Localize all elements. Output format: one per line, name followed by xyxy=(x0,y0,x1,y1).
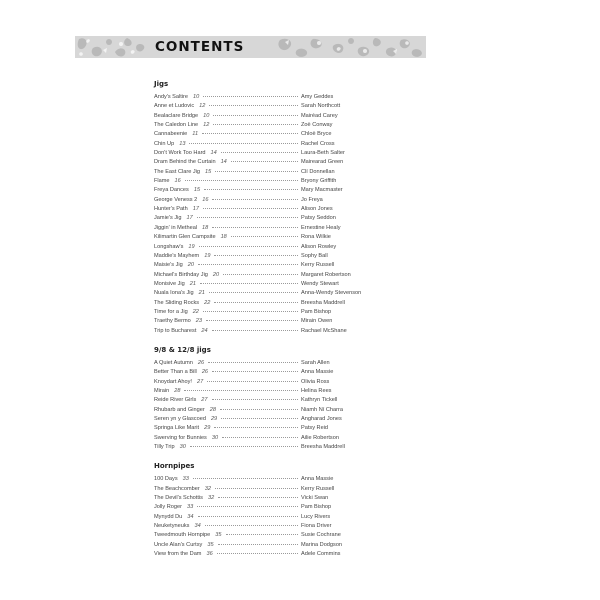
entry-left xyxy=(154,140,301,149)
tune-title: Jolly Roger xyxy=(154,504,182,511)
page-number: 26 xyxy=(197,359,205,366)
page-number: 17 xyxy=(186,215,193,222)
toc-entry[interactable] xyxy=(154,102,454,111)
entry-left xyxy=(154,130,301,139)
composer-name: Wendy Stewart xyxy=(301,280,339,287)
composer-name: Fiona Driver xyxy=(301,523,332,530)
dot-leader xyxy=(214,302,298,303)
page-number: 15 xyxy=(205,168,212,175)
section-hornpipes xyxy=(154,462,454,559)
tune-title: Uncle Alan's Curtsy xyxy=(154,541,203,548)
entry-left xyxy=(154,243,301,252)
composer-name: Pam Bishop xyxy=(301,308,332,315)
toc-entry[interactable] xyxy=(154,140,454,149)
toc-entry[interactable] xyxy=(154,280,454,289)
entry-left xyxy=(154,396,301,405)
entry-left xyxy=(154,168,301,177)
composer-name: Pam Bishop xyxy=(301,504,332,511)
composer-name: Patsy Reid xyxy=(301,425,329,432)
tune-title: The Devil's Schottis xyxy=(154,495,203,502)
tune-title: Don't Work Too Hard xyxy=(154,150,206,157)
dot-leader xyxy=(214,255,298,256)
composer-name: Kathryn Tickell xyxy=(301,397,338,404)
dot-leader xyxy=(213,124,298,125)
entry-left xyxy=(154,531,301,540)
toc-entry[interactable] xyxy=(154,513,454,522)
page-number: 12 xyxy=(203,122,210,129)
entry-list xyxy=(154,359,454,452)
page-number: 33 xyxy=(186,504,194,511)
toc-entry[interactable] xyxy=(154,368,454,377)
tune-title: Cannabeenie xyxy=(154,131,188,138)
page-number: 35 xyxy=(215,532,222,539)
tune-title: Mynydd Du xyxy=(154,513,183,520)
dot-leader xyxy=(231,236,298,237)
page-number: 20 xyxy=(187,262,194,269)
page-number: 26 xyxy=(201,369,209,376)
composer-name: Bryony Griffith xyxy=(301,178,337,185)
page-number: 19 xyxy=(204,252,211,259)
toc-entry[interactable] xyxy=(154,406,454,415)
toc-entry[interactable] xyxy=(154,317,454,326)
tune-title: Andy's Saltire xyxy=(154,94,189,100)
composer-name: Zoë Conway xyxy=(301,122,333,129)
tune-title: View from the Dam xyxy=(154,551,202,558)
tune-title: Neuketyneuks xyxy=(154,523,190,530)
dot-leader xyxy=(203,208,298,209)
table-of-contents xyxy=(154,80,454,559)
tune-title: Mirain xyxy=(154,387,170,394)
page-number: 12 xyxy=(199,103,206,110)
entry-left xyxy=(154,308,301,317)
composer-name: Sarah Allen xyxy=(301,359,330,366)
page-number: 21 xyxy=(198,290,205,297)
composer-name: Ailie Robertson xyxy=(301,434,339,441)
toc-entry[interactable] xyxy=(154,271,454,280)
composer-name: Laura-Beth Salter xyxy=(301,150,345,157)
composer-name: Marina Dodgson xyxy=(301,541,343,548)
dot-leader xyxy=(189,143,298,144)
page-number: 17 xyxy=(192,206,199,213)
toc-entry[interactable] xyxy=(154,531,454,540)
dot-leader xyxy=(223,274,298,275)
dot-leader xyxy=(212,199,298,200)
composer-name: Chloë Bryce xyxy=(301,131,332,138)
entry-left xyxy=(154,112,301,121)
toc-entry[interactable] xyxy=(154,289,454,298)
dot-leader xyxy=(203,96,298,97)
composer-name: Jo Freya xyxy=(301,196,323,203)
dot-leader xyxy=(209,292,298,293)
entry-list xyxy=(154,93,454,336)
composer-name: Breesha Maddrell xyxy=(301,444,345,451)
composer-name: Alison Rowley xyxy=(301,243,337,250)
entry-left xyxy=(154,443,301,452)
tune-title: 100 Days xyxy=(154,476,178,483)
composer-name: Susie Cochrane xyxy=(301,532,341,539)
tune-title: Better Than a Bill xyxy=(154,369,197,376)
header-banner xyxy=(75,36,426,58)
tune-title: Chin Up xyxy=(154,140,175,147)
tune-title: Maisie's Jig xyxy=(154,262,183,269)
composer-name: Sarah Northcott xyxy=(301,103,341,110)
dot-leader xyxy=(212,399,298,400)
toc-entry[interactable] xyxy=(154,424,454,433)
page-number: 10 xyxy=(203,112,210,119)
dot-leader xyxy=(197,506,298,507)
entry-left xyxy=(154,415,301,424)
dot-leader xyxy=(209,105,298,106)
entry-left xyxy=(154,252,301,261)
dot-leader xyxy=(208,362,298,363)
entry-left xyxy=(154,271,301,280)
entry-left xyxy=(154,485,301,494)
toc-entry[interactable] xyxy=(154,503,454,512)
dot-leader xyxy=(207,381,298,382)
dot-leader xyxy=(204,189,298,190)
entry-left xyxy=(154,327,301,336)
tune-title: Michael's Birthday Jig xyxy=(154,271,208,278)
section-jigs xyxy=(154,80,454,336)
composer-name: Niamh Ní Charra xyxy=(301,406,343,413)
toc-entry[interactable] xyxy=(154,522,454,531)
entry-list xyxy=(154,475,454,559)
page-number: 32 xyxy=(204,485,211,492)
tune-title: Seren yn y Glascoed xyxy=(154,416,206,422)
page-number: 24 xyxy=(201,327,208,334)
tune-title: Time for a Jig xyxy=(154,308,188,315)
entry-left xyxy=(154,368,301,377)
tune-title: Swerving for Bunnies xyxy=(154,434,207,441)
dot-leader xyxy=(197,217,298,218)
dot-leader xyxy=(198,516,298,517)
page-number: 15 xyxy=(193,187,201,194)
page-number: 10 xyxy=(193,94,200,100)
composer-name: Rachel Cross xyxy=(301,140,335,147)
page-number: 29 xyxy=(210,416,218,422)
tune-title: The East Clare Jig xyxy=(154,168,201,175)
entry-left xyxy=(154,387,301,396)
entry-left xyxy=(154,541,301,550)
entry-left xyxy=(154,475,301,484)
toc-entry[interactable] xyxy=(154,396,454,405)
entry-left xyxy=(154,522,301,531)
entry-left xyxy=(154,378,301,387)
toc-entry[interactable] xyxy=(154,443,454,452)
toc-entry[interactable] xyxy=(154,475,454,484)
dot-leader xyxy=(212,227,298,228)
section-compound-jigs xyxy=(154,346,454,452)
tune-title: Reide River Girls xyxy=(154,397,197,404)
entry-left xyxy=(154,280,301,289)
page-number: 28 xyxy=(174,387,181,394)
composer-name: Kerry Russell xyxy=(301,262,335,269)
dot-leader xyxy=(200,283,298,284)
entry-left xyxy=(154,186,301,195)
toc-entry[interactable] xyxy=(154,196,454,205)
page-number: 16 xyxy=(202,196,209,203)
dot-leader xyxy=(213,115,298,116)
composer-name: Amy Geddes xyxy=(301,94,334,100)
toc-entry[interactable] xyxy=(154,415,454,424)
toc-entry[interactable] xyxy=(154,121,454,130)
section-title: Hornpipes xyxy=(154,462,195,471)
dot-leader xyxy=(226,534,298,535)
composer-name: Mairéad Carey xyxy=(301,112,338,119)
tune-title: Kilimartin Glen Campsite xyxy=(154,234,216,241)
tune-title: Jiggin' in Metheal xyxy=(154,224,198,231)
entry-left xyxy=(154,424,301,433)
entry-left xyxy=(154,177,301,186)
composer-name: Olivia Ross xyxy=(301,378,330,385)
page-number: 30 xyxy=(211,434,219,441)
tune-title: Dram Behind the Curtain xyxy=(154,159,216,166)
dot-leader xyxy=(220,409,298,410)
composer-name: Sophy Ball xyxy=(301,252,328,259)
page-number: 27 xyxy=(201,397,208,404)
toc-entry[interactable] xyxy=(154,214,454,223)
tune-title: The Beachcomber xyxy=(154,485,200,492)
dot-leader xyxy=(193,478,298,479)
page-title: CONTENTS xyxy=(155,39,245,55)
page-number: 29 xyxy=(204,425,211,432)
page-number: 35 xyxy=(207,541,214,548)
toc-entry[interactable] xyxy=(154,541,454,550)
toc-entry[interactable] xyxy=(154,233,454,242)
entry-left xyxy=(154,158,301,167)
toc-entry[interactable] xyxy=(154,485,454,494)
composer-name: Ernestine Healy xyxy=(301,224,341,231)
dot-leader xyxy=(217,553,298,554)
entry-left xyxy=(154,434,301,443)
entry-left xyxy=(154,93,301,102)
entry-left xyxy=(154,406,301,415)
composer-name: Vicki Swan xyxy=(301,495,329,502)
entry-left xyxy=(154,233,301,242)
tune-title: A Quiet Autumn xyxy=(154,359,193,366)
dot-leader xyxy=(214,427,298,428)
tune-title: Flame xyxy=(154,178,170,185)
tune-title: Hunter's Path xyxy=(154,206,188,213)
page-number: 18 xyxy=(202,224,209,231)
section-title: 9/8 & 12/8 jigs xyxy=(154,345,211,354)
composer-name: Mary Macmaster xyxy=(301,187,343,194)
tune-title: Jamie's Jig xyxy=(154,215,182,222)
page-number: 11 xyxy=(192,131,199,138)
floral-pattern-decoration xyxy=(75,36,426,58)
toc-entry[interactable] xyxy=(154,434,454,443)
entry-left xyxy=(154,513,301,522)
entry-left xyxy=(154,121,301,130)
tune-title: Nuala Iona's Jig xyxy=(154,290,194,297)
tune-title: Trip to Bucharest xyxy=(154,327,197,334)
page-number: 28 xyxy=(209,406,216,413)
toc-entry[interactable] xyxy=(154,168,454,177)
toc-entry[interactable] xyxy=(154,327,454,336)
composer-name: Helina Rees xyxy=(301,387,332,394)
entry-left xyxy=(154,299,301,308)
page-number: 22 xyxy=(204,299,211,306)
page-number: 32 xyxy=(207,495,215,502)
dot-leader xyxy=(215,488,298,489)
tune-title: Rhubarb and Ginger xyxy=(154,406,205,413)
toc-entry[interactable] xyxy=(154,299,454,308)
entry-left xyxy=(154,494,301,503)
tune-title: Tweedmouth Hornpipe xyxy=(154,532,211,539)
dot-leader xyxy=(221,418,298,419)
page-number: 27 xyxy=(196,378,204,385)
page-number: 20 xyxy=(212,271,220,278)
toc-entry[interactable] xyxy=(154,149,454,158)
dot-leader xyxy=(231,161,298,162)
toc-entry[interactable] xyxy=(154,243,454,252)
composer-name: Anna-Wendy Stevenson xyxy=(301,290,362,297)
entry-left xyxy=(154,214,301,223)
composer-name: Anna Massie xyxy=(301,369,334,376)
page-number: 23 xyxy=(195,318,203,325)
tune-title: Springa Like Marit xyxy=(154,425,200,432)
toc-entry[interactable] xyxy=(154,308,454,317)
dot-leader xyxy=(185,180,298,181)
dot-leader xyxy=(205,525,298,526)
composer-name: Angharad Jones xyxy=(301,416,342,422)
dot-leader xyxy=(222,437,298,438)
entry-left xyxy=(154,359,301,368)
tune-title: Knoydart Ahoy! xyxy=(154,378,192,385)
dot-leader xyxy=(206,320,298,321)
entry-left xyxy=(154,261,301,270)
entry-left xyxy=(154,102,301,111)
toc-entry[interactable] xyxy=(154,261,454,270)
dot-leader xyxy=(218,544,298,545)
composer-name: Adele Commins xyxy=(301,551,341,558)
dot-leader xyxy=(212,330,298,331)
composer-name: Clí Donnellan xyxy=(301,168,335,175)
entry-left xyxy=(154,503,301,512)
toc-entry[interactable] xyxy=(154,378,454,387)
dot-leader xyxy=(221,152,298,153)
tune-title: Traethy Bermo xyxy=(154,318,191,325)
toc-entry[interactable] xyxy=(154,494,454,503)
page-number: 14 xyxy=(220,159,227,166)
toc-entry[interactable] xyxy=(154,186,454,195)
toc-entry[interactable] xyxy=(154,387,454,396)
toc-entry[interactable] xyxy=(154,550,454,559)
dot-leader xyxy=(218,497,298,498)
composer-name: Breesha Maddrell xyxy=(301,299,345,306)
composer-name: Mairearad Green xyxy=(301,159,344,166)
dot-leader xyxy=(203,311,298,312)
dot-leader xyxy=(212,371,298,372)
toc-entry[interactable] xyxy=(154,130,454,139)
entry-left xyxy=(154,550,301,559)
tune-title: The Sliding Rocks xyxy=(154,299,200,306)
page-number: 16 xyxy=(174,178,181,185)
composer-name: Kerry Russell xyxy=(301,485,335,492)
tune-title: Monisive Jig xyxy=(154,280,185,287)
composer-name: Alison Jones xyxy=(301,206,333,213)
entry-left xyxy=(154,196,301,205)
toc-entry[interactable] xyxy=(154,112,454,121)
dot-leader xyxy=(184,390,298,391)
composer-name: Lucy Rivers xyxy=(301,513,331,520)
entry-left xyxy=(154,289,301,298)
tune-title: Anne et Ludovic xyxy=(154,103,195,110)
toc-entry[interactable] xyxy=(154,158,454,167)
tune-title: Freya Dances xyxy=(154,187,189,194)
tune-title: Bealaclare Bridge xyxy=(154,112,199,119)
page-number: 21 xyxy=(189,280,197,287)
dot-leader xyxy=(202,133,298,134)
toc-entry[interactable] xyxy=(154,359,454,368)
tune-title: Longshaw's xyxy=(154,243,184,250)
page-number: 13 xyxy=(179,140,186,147)
page-number: 33 xyxy=(182,476,189,483)
tune-title: George Veness 2 xyxy=(154,196,198,203)
dot-leader xyxy=(199,246,298,247)
page-number: 30 xyxy=(179,444,186,451)
composer-name: Mirain Owen xyxy=(301,318,333,325)
section-title: Jigs xyxy=(154,80,169,88)
entry-left xyxy=(154,205,301,214)
toc-entry[interactable] xyxy=(154,205,454,214)
toc-entry[interactable] xyxy=(154,252,454,261)
composer-name: Rachael McShane xyxy=(301,327,347,334)
composer-name: Anna Massie xyxy=(301,476,334,483)
toc-entry[interactable] xyxy=(154,224,454,233)
tune-title: Maddie's Mayhem xyxy=(154,252,200,259)
page-number: 19 xyxy=(188,243,195,250)
page-number: 36 xyxy=(206,551,213,558)
dot-leader xyxy=(190,446,298,447)
composer-name: Patsy Seddon xyxy=(301,215,336,222)
toc-entry[interactable] xyxy=(154,177,454,186)
entry-left xyxy=(154,149,301,158)
tune-title: The Caledon Line xyxy=(154,122,199,129)
toc-entry[interactable] xyxy=(154,93,454,102)
dot-leader xyxy=(198,264,298,265)
composer-name: Margaret Robertson xyxy=(301,271,351,278)
dot-leader xyxy=(215,171,298,172)
entry-left xyxy=(154,224,301,233)
page-number: 18 xyxy=(220,234,227,241)
page-number: 34 xyxy=(187,513,194,520)
entry-left xyxy=(154,317,301,326)
page-number: 14 xyxy=(210,150,217,157)
composer-name: Rona Wilkie xyxy=(301,234,331,241)
page-number: 22 xyxy=(192,308,199,315)
page-number: 34 xyxy=(194,523,201,530)
tune-title: Tilly Trip xyxy=(154,444,175,451)
